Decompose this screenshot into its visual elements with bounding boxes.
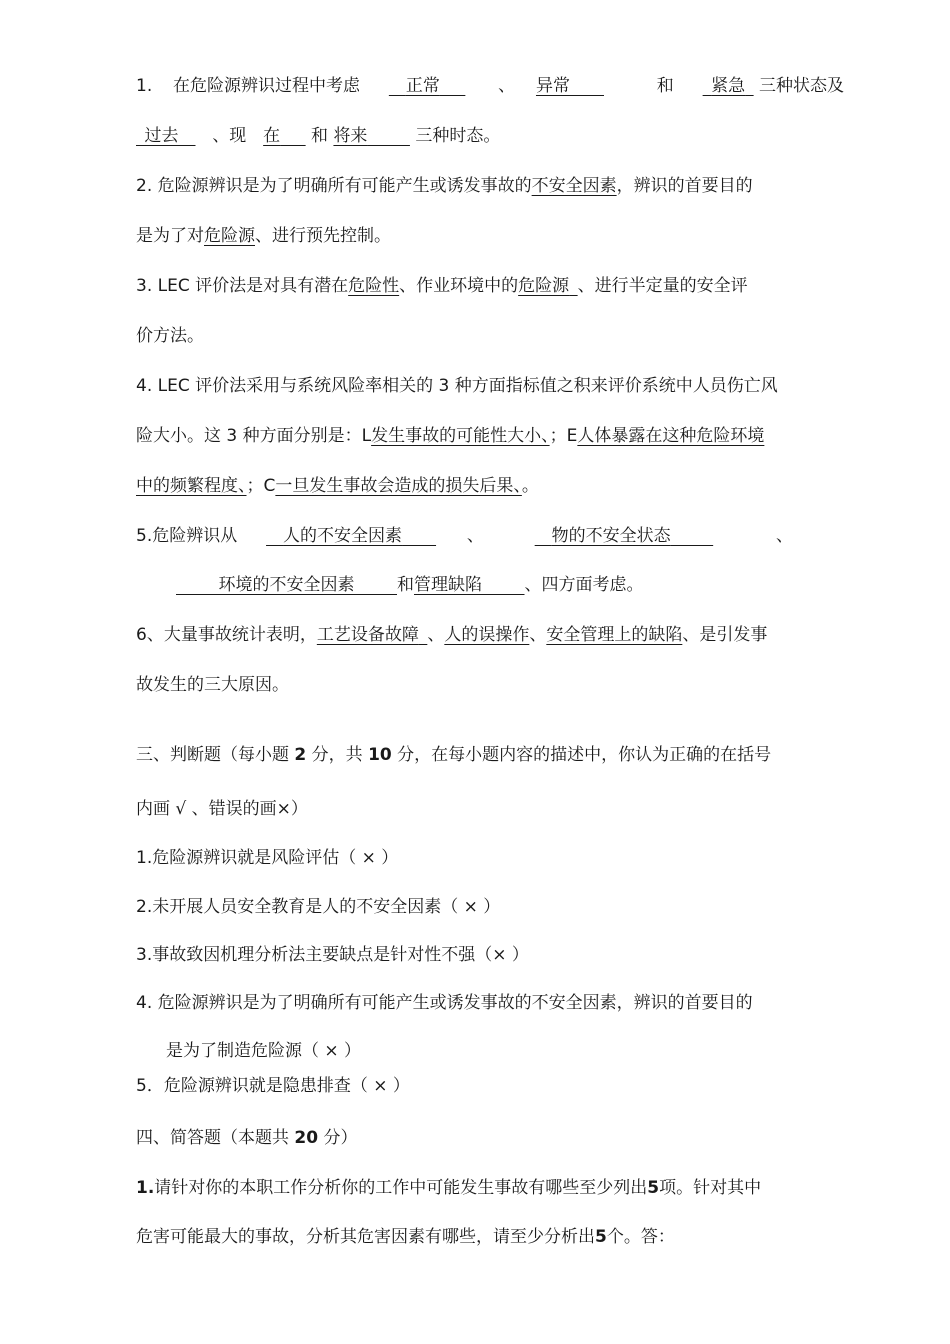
q5-answer4: 管理缺陷 xyxy=(414,575,482,595)
q1-answer2: 异常 xyxy=(535,76,570,96)
q3-text1: 3. LEC 评价法是对具有潜在 xyxy=(136,276,349,296)
section4-q1-text: 危害可能最大的事故，分析其危害因素有哪些，请至少分析出 xyxy=(136,1227,595,1247)
section4-heading xyxy=(136,1126,357,1150)
section4-q1-line1 xyxy=(136,1176,761,1200)
q3-text3: 、进行半定量的安全评 xyxy=(577,276,748,296)
judgement-item-1: 1.危险源辨识就是风险评估（ × ） xyxy=(136,848,399,868)
q2-answer1: 不安全因素 xyxy=(531,176,617,196)
section3-score-per-item: 2 xyxy=(294,745,307,765)
judgement-item-2: 2.未开展人员安全教育是人的不安全因素（ × ） xyxy=(136,897,501,917)
q4-text4: ；C xyxy=(246,476,276,496)
q4-answer3: 中的频繁程度、 xyxy=(136,476,247,496)
q1-answer5: 在 xyxy=(263,126,281,146)
q2-text2: ，辨识的首要目的 xyxy=(616,176,753,196)
q2-text4: 、进行预先控制。 xyxy=(255,226,391,246)
q1-text5: 三种时态。 xyxy=(415,126,501,146)
q6-text2: 、是引发事 xyxy=(682,625,768,645)
q1-line2 xyxy=(136,124,500,148)
q6-text3: 故发生的三大原因。 xyxy=(136,675,289,695)
section3-total-score: 10 xyxy=(368,745,392,765)
q6-answer3: 安全管理上的缺陷 xyxy=(546,625,683,645)
judgement-item-4-line2: 是为了制造危险源（ × ） xyxy=(166,1041,362,1061)
q1-line1 xyxy=(136,74,844,98)
section4-total-score: 20 xyxy=(294,1128,319,1148)
q4-answer1: 发生事故的可能性大小、 xyxy=(371,426,550,446)
section4-q1-text: 请针对你的本职工作分析你的工作中可能发生事故有哪些至少列出 xyxy=(154,1178,648,1198)
section3-heading-part: 分，在每小题内容的描述中，你认为正确的在括号 xyxy=(391,745,772,765)
q6-sep1: 、 xyxy=(427,625,445,645)
q3-line2 xyxy=(136,324,204,348)
q5-text1: 5.危险辨识从 xyxy=(136,526,238,546)
judgement-item-3: 3.事故致因机理分析法主要缺点是针对性不强（× ） xyxy=(136,945,529,965)
q2-line2 xyxy=(136,224,391,248)
q2-line1 xyxy=(136,174,753,198)
q1-sep2: 、现 xyxy=(212,126,247,146)
q1-text4: 和 xyxy=(311,126,329,146)
q3-answer2: 危险源 xyxy=(518,276,570,296)
q6-text1: 6、大量事故统计表明， xyxy=(136,625,317,645)
judgement-item-4-line1: 4. 危险源辨识是为了明确所有可能产生或诱发事故的不安全因素，辨识的首要目的 xyxy=(136,993,753,1013)
q5-line2 xyxy=(176,573,644,597)
q5-text2: 和 xyxy=(397,575,414,595)
q4-answer2: 人体暴露在这种危险环境 xyxy=(577,426,765,446)
q5-line1 xyxy=(136,524,793,548)
q5-sep1: 、 xyxy=(466,526,484,546)
q3-text2: 、作业环境中的 xyxy=(399,276,519,296)
q1-sep1: 、 xyxy=(498,76,516,96)
q3-answer1: 危险性 xyxy=(348,276,400,296)
q4-line2 xyxy=(136,424,764,448)
q1-answer4: 过去 xyxy=(144,126,179,146)
section4-q1-number: 1. xyxy=(136,1178,155,1198)
q6-line1 xyxy=(136,623,767,647)
q5-answer3: 环境的不安全因素 xyxy=(218,575,355,595)
section4-q1-text: 个。答： xyxy=(606,1227,675,1247)
section3-heading-part: 三、判断题（每小题 xyxy=(136,745,295,765)
q2-text1: 2. 危险源辨识是为了明确所有可能产生或诱发事故的 xyxy=(136,176,532,196)
q1-answer1: 正常 xyxy=(405,76,440,96)
q1-answer6: 将来 xyxy=(333,126,368,146)
q6-answer1: 工艺设备故障 xyxy=(316,625,419,645)
q1-number: 1. xyxy=(136,76,153,96)
q4-text5: 。 xyxy=(521,476,539,496)
section4-q1-count: 5 xyxy=(595,1227,607,1247)
q4-text2: 险大小。这 3 种方面分别是：L xyxy=(136,426,372,446)
q6-sep2: 、 xyxy=(529,625,547,645)
q6-answer2: 人的误操作 xyxy=(444,625,530,645)
section4-q1-count: 5 xyxy=(647,1178,660,1198)
section3-heading-line1 xyxy=(136,743,771,767)
q3-line1 xyxy=(136,274,748,298)
q5-sep2: 、 xyxy=(775,526,793,546)
section4-q1-line2 xyxy=(136,1225,675,1249)
section4-q1-text: 项。针对其中 xyxy=(659,1178,762,1198)
section4-heading-part: 分） xyxy=(318,1128,358,1148)
q1-text3: 三种状态及 xyxy=(759,76,845,96)
q4-line1 xyxy=(136,374,778,398)
q6-line2 xyxy=(136,673,289,697)
q4-line3 xyxy=(136,474,539,498)
q1-text1: 在危险源辨识过程中考虑 xyxy=(173,76,361,96)
q4-text3: ；E xyxy=(549,426,578,446)
section4-heading-part: 四、简答题（本题共 xyxy=(136,1128,295,1148)
q5-text3: 、四方面考虑。 xyxy=(524,575,644,595)
q4-answer4: 一旦发生事故会造成的损失后果、 xyxy=(275,476,522,496)
q4-text1: 4. LEC 评价法采用与系统风险率相关的 3 种方面指标值之积来评价系统中人员伤亡风 xyxy=(136,376,778,396)
q5-answer2: 物的不安全状态 xyxy=(551,526,671,546)
q3-text4: 价方法。 xyxy=(136,326,204,346)
section3-heading-line2: 内画 √ 、错误的画×） xyxy=(136,799,308,819)
q1-text2: 和 xyxy=(656,76,674,96)
q5-answer1: 人的不安全因素 xyxy=(283,526,403,546)
section3-heading-part: 分，共 xyxy=(306,745,369,765)
q2-text3: 是为了对 xyxy=(136,226,204,246)
q2-answer2: 危险源 xyxy=(204,226,255,246)
q1-answer3: 紧急 xyxy=(711,76,746,96)
judgement-item-5: 5．危险源辨识就是隐患排查（ × ） xyxy=(136,1076,410,1096)
